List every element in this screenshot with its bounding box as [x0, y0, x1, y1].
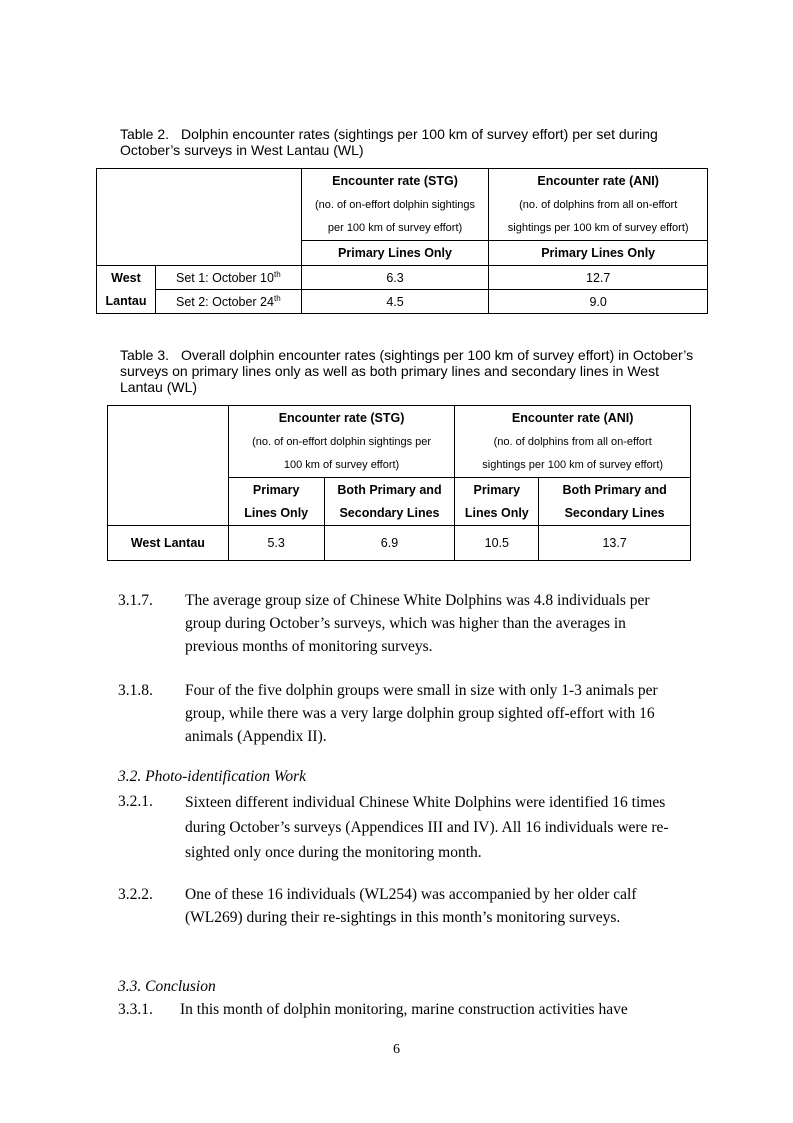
table3-stg-desc-1: (no. of on-effort dolphin sightings per: [228, 430, 455, 454]
table2-set2-text: Set 2: October 24: [175, 294, 274, 309]
paragraph-text: The average group size of Chinese White Dolphins was 4.8 individuals per group during October’s surveys, which was higher than the averages in previous months of monitoring surveys.: [185, 592, 650, 655]
table3-empty-header-cell: [108, 406, 229, 526]
table3-stg-primary-label-2: Lines Only: [228, 502, 324, 526]
table3-ani-primary-value: 10.5: [455, 526, 539, 561]
table2-empty-header-cell: [97, 169, 302, 266]
paragraph-3-1-8: [118, 679, 678, 748]
table3-ani-header: Encounter rate (ANI): [455, 406, 691, 430]
table3-stg-both-value: 6.9: [324, 526, 455, 561]
paragraph-number: 3.2.1.: [118, 793, 153, 810]
paragraph-text: Four of the five dolphin groups were small in size with only 1-3 animals per group, while there was a very large dolphin group sighted off-effort with 16 animals (Appendix II).: [185, 682, 658, 745]
table2-ani-desc-2: sightings per 100 km of survey effort): [489, 217, 708, 241]
paragraph-text: One of these 16 individuals (WL254) was accompanied by her older calf (WL269) during their re-sightings in this month’s monitoring surveys.: [185, 886, 637, 926]
paragraph-text: Sixteen different individual Chinese White Dolphins were identified 16 times during October’s surveys (Appendices III and IV). All 16 individuals were re-sighted only once during the monitoring month.: [185, 794, 669, 861]
table2-stg-desc-2: per 100 km of survey effort): [301, 217, 489, 241]
table2-set1-stg: 6.3: [301, 266, 489, 290]
table2-stg-desc-1: (no. of on-effort dolphin sightings: [301, 193, 489, 217]
section-heading-3-2: 3.2. Photo-identification Work: [118, 768, 306, 785]
table2-set2-stg: 4.5: [301, 290, 489, 314]
table2-ani-primary-label: Primary Lines Only: [489, 241, 708, 266]
table3: [107, 405, 691, 561]
paragraph-3-3-1: [118, 998, 678, 1021]
table2-set2-sup: th: [273, 293, 281, 303]
table2-caption-number: Table 2.: [120, 126, 170, 142]
table2-area-label-2: Lantau: [97, 290, 156, 314]
table2-caption-text: Dolphin encounter rates (sightings per 100 km of survey effort) per set during October’s surveys in West Lantau (WL): [120, 126, 658, 158]
table3-stg-primary-value: 5.3: [228, 526, 324, 561]
table2-ani-header: Encounter rate (ANI): [489, 169, 708, 193]
table2-set1-text: Set 1: October 10: [175, 270, 274, 285]
paragraph-number: 3.1.8.: [118, 682, 153, 699]
table3-area-label: West Lantau: [108, 526, 229, 561]
table2-set2-ani: 9.0: [489, 290, 708, 314]
paragraph-number: 3.2.2.: [118, 886, 153, 903]
table3-stg-both-label-2: Secondary Lines: [324, 502, 455, 526]
table2-stg-header: Encounter rate (STG): [301, 169, 489, 193]
table2-set1-ani: 12.7: [489, 266, 708, 290]
paragraph-3-1-7: [118, 589, 678, 658]
table3-caption: [120, 347, 700, 395]
paragraph-number: 3.3.1.: [118, 1001, 153, 1018]
table3-ani-both-label-1: Both Primary and: [539, 478, 691, 502]
table2-stg-primary-label: Primary Lines Only: [301, 241, 489, 266]
table2-set1-sup: th: [273, 269, 281, 279]
table2-area-label-1: West: [97, 266, 156, 290]
table3-caption-text: Overall dolphin encounter rates (sightings per 100 km of survey effort) in October’s surveys on primary lines only as well as both primary lines and secondary lines in West Lantau (WL): [120, 347, 694, 395]
table3-stg-header: Encounter rate (STG): [228, 406, 455, 430]
table3-ani-both-value: 13.7: [539, 526, 691, 561]
table3-stg-desc-2: 100 km of survey effort): [228, 454, 455, 478]
table3-caption-number: Table 3.: [120, 347, 170, 363]
table3-ani-primary-label-1: Primary: [455, 478, 539, 502]
table3-ani-desc-2: sightings per 100 km of survey effort): [455, 454, 691, 478]
table3-ani-desc-1: (no. of dolphins from all on-effort: [455, 430, 691, 454]
paragraph-number: 3.1.7.: [118, 592, 153, 609]
table3-stg-both-label-1: Both Primary and: [324, 478, 455, 502]
page-number: 6: [393, 1042, 400, 1057]
table2-set1-label: [155, 266, 301, 290]
table2-ani-desc-1: (no. of dolphins from all on-effort: [489, 193, 708, 217]
table2-set2-label: [155, 290, 301, 314]
table3-ani-both-label-2: Secondary Lines: [539, 502, 691, 526]
table3-ani-primary-label-2: Lines Only: [455, 502, 539, 526]
paragraph-3-2-1: [118, 790, 678, 865]
section-heading-3-3: 3.3. Conclusion: [118, 978, 216, 995]
paragraph-3-2-2: [118, 883, 678, 929]
paragraph-text: In this month of dolphin monitoring, marine construction activities have: [180, 1001, 628, 1018]
table3-stg-primary-label-1: Primary: [228, 478, 324, 502]
table2: [96, 168, 708, 314]
table2-caption: [120, 126, 700, 158]
